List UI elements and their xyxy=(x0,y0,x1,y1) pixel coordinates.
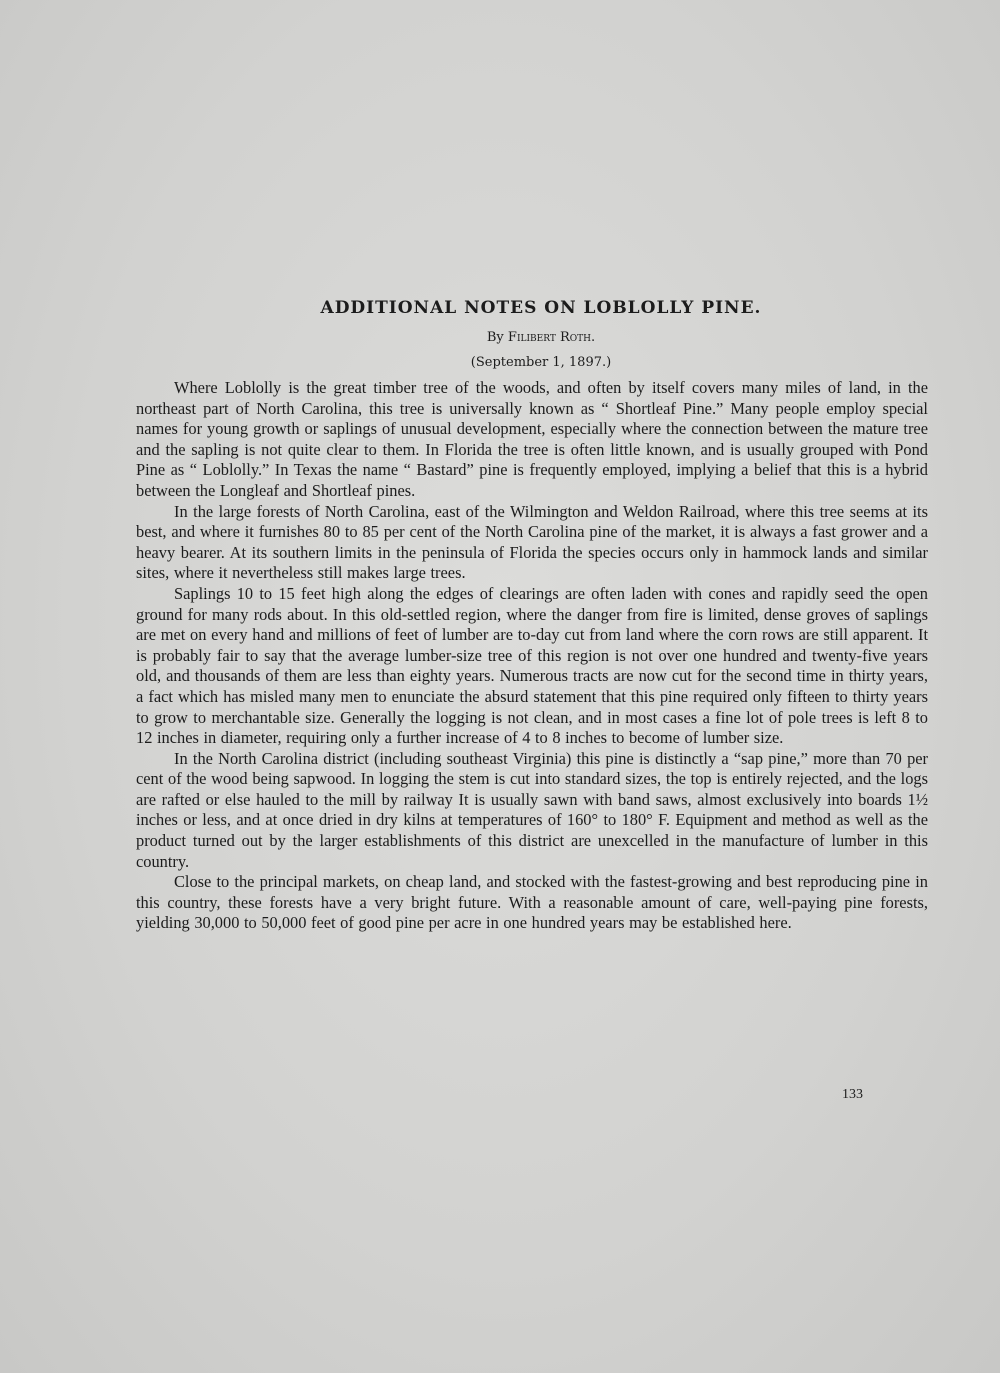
article-date: (September 1, 1897.) xyxy=(470,355,612,370)
paragraph-1: Where Loblolly is the great timber tree of the woods, and often by itself covers many miles of land, in the northeast part of North Carolina, this tree is universally known as “ Shortleaf Pine.” Many people employ special names for young growth or saplings of unusual development, especially where the connection between the mature tree and the sapling is not quite clear to them. In Florida the tree is often little known, and is usually grouped with Pond Pine as “ Loblolly.” In Texas the name “ Bastard” pine is frequently employed, implying a belief that this is a hybrid between the Longleaf and Shortleaf pines. xyxy=(136,378,928,500)
paragraph-5: Close to the principal markets, on cheap land, and stocked with the fastest-growing and best reproducing pine in this country, these forests have a very bright future. With a reasonable amount of care, well-paying pine forests, yielding 30,000 to 50,000 feet of good pine per acre in one hundred years may be established here. xyxy=(136,872,928,933)
paragraph-2: In the large forests of North Carolina, east of the Wilmington and Weldon Railroad, where this tree seems at its best, and where it furnishes 80 to 85 per cent of the North Carolina pine of the market, it is always a fast grower and a heavy bearer. At its southern limits in the peninsula of Florida the species occurs only in hammock lands and similar sites, where it nevertheless still makes large trees. xyxy=(136,501,928,583)
paragraph-4: In the North Carolina district (including southeast Virginia) this pine is distinctly a “sap pine,” more than 70 per cent of the wood being sapwood. In logging the stem is cut into standard sizes, the top is entirely rejected, and the logs are rafted or else hauled to the mill by railway It is usually sawn with band saws, almost exclusively into boards 1½ inches or less, and at once dried in dry kilns at temperatures of 160° to 180° F. Equipment and method as well as the product turned out by the larger establishments of this district are unexcelled in the manufacture of lumber in this country. xyxy=(136,748,928,871)
author-name: Filibert Roth. xyxy=(507,330,596,345)
byline xyxy=(136,330,928,345)
page-number: 133 xyxy=(842,1087,863,1102)
paragraph-3: Saplings 10 to 15 feet high along the edges of clearings are often laden with cones and rapidly seed the open ground for many rods about. In this old-settled region, where the danger from fire is limited, dense groves of saplings are met on every hand and millions of feet of lumber are to-day cut from land where the corn rows are still apparent. It is probably fair to say that the average lumber-size tree of this region is not over one hundred and twenty-five years old, and thousands of them are less than eighty years. Numerous tracts are now cut for the second time in thirty years, a fact which has misled many men to enunciate the absurd statement that this pine required only fifteen to thirty years to grow to merchantable size. Generally the logging is not clean, and in most cases a fine lot of pole trees is left 8 to 12 inches in diameter, requiring only a further increase of 4 to 8 inches to become of lumber size. xyxy=(136,583,928,748)
document-page xyxy=(136,298,928,934)
byline-prefix: By xyxy=(486,330,504,345)
article-title: ADDITIONAL NOTES ON LOBLOLLY PINE. xyxy=(320,298,762,318)
